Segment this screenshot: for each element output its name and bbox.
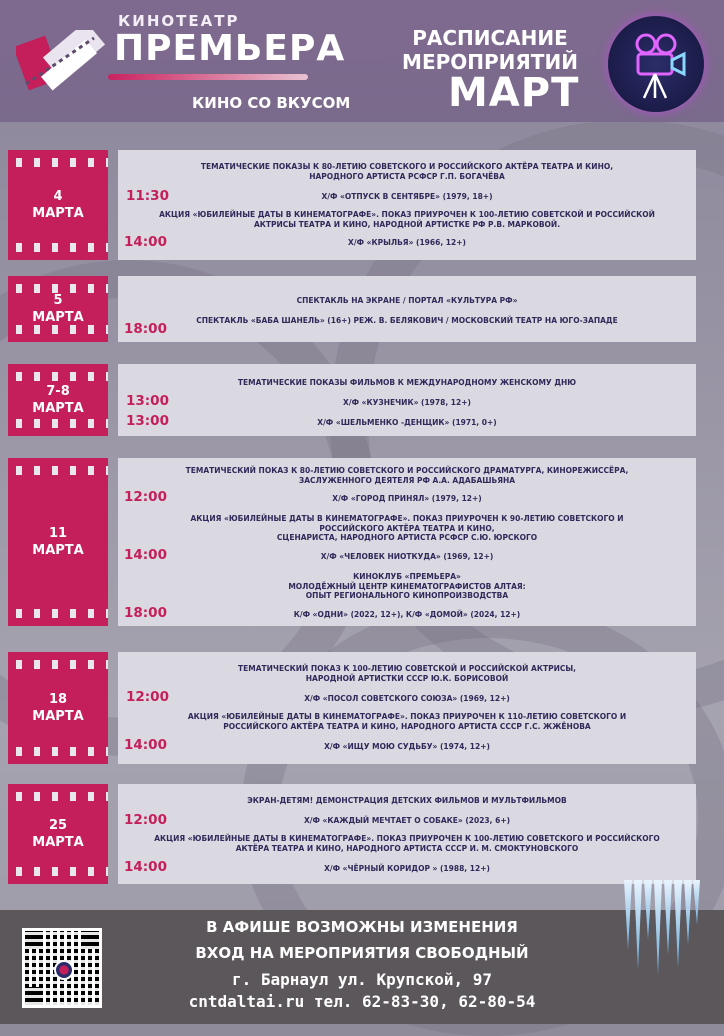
event-description: ТЕМАТИЧЕСКИЕ ПОКАЗЫ К 80-ЛЕТИЮ СОВЕТСКОГО И РОССИЙСКОГО АКТЁРА ТЕАТРА И КИНО, НАРОДНОГО АРТИСТА РСФСР Г.П. БОГАЧЁВА	[200, 162, 614, 181]
event-description: КИНОКЛУБ «ПРЕМЬЕРА» МОЛОДЁЖНЫЙ ЦЕНТР КИНЕМАТОГРАФИСТОВ АЛТАЯ: ОПЫТ РЕГИОНАЛЬНОГО КИНОПРОИЗВОДСТВА	[288, 572, 526, 600]
event-description: СПЕКТАКЛЬ НА ЭКРАНЕ / ПОРТАЛ «КУЛЬТУРА РФ»	[296, 296, 518, 305]
event-date: 7-8 МАРТА	[32, 384, 84, 416]
film-title: Х/Ф «ПОСОЛ СОВЕТСКОГО СОЮЗА» (1969, 12+)	[304, 694, 510, 703]
event-panel	[118, 364, 696, 436]
event-date: 4 МАРТА	[32, 189, 84, 221]
event-description: АКЦИЯ «ЮБИЛЕЙНЫЕ ДАТЫ В КИНЕМАТОГРАФЕ». ПОКАЗ ПРИУРОЧЕН К 100-ЛЕТИЮ СОВЕТСКОЙ И РОССИЙСКОЙ АКТРИСЫ ТЕАТРА И КИНО, НАРОДНОЙ АРТИСТКЕ РФ Р.В. МАРКОВОЙ.	[159, 210, 655, 229]
film-perforation	[8, 158, 108, 167]
date-film-frame	[8, 784, 108, 884]
event-time: 12:00	[126, 689, 169, 705]
film-title: Х/Ф «ШЕЛЬМЕНКО -ДЕНЩИК» (1971, 0+)	[317, 418, 497, 427]
film-title: Х/Ф «ИЩУ МОЮ СУДЬБУ» (1974, 12+)	[324, 742, 490, 751]
event-block	[0, 150, 724, 260]
brand-underline	[108, 74, 308, 80]
film-perforation	[8, 372, 108, 381]
event-description: ЭКРАН-ДЕТЯМ! ДЕМОНСТРАЦИЯ ДЕТСКИХ ФИЛЬМОВ И МУЛЬТФИЛЬМОВ	[247, 796, 567, 805]
film-perforation	[8, 660, 108, 669]
event-time: 13:00	[126, 413, 169, 429]
film-title: К/Ф «ОДНИ» (2022, 12+), К/Ф «ДОМОЙ» (2024, 12+)	[293, 610, 521, 619]
event-block	[0, 458, 724, 626]
event-time: 14:00	[124, 737, 167, 753]
event-description: АКЦИЯ «ЮБИЛЕЙНЫЕ ДАТЫ В КИНЕМАТОГРАФЕ». ПОКАЗ ПРИУРОЧЕН К 110-ЛЕТИЮ СОВЕТСКОГО И РОССИЙСКОГО АКТЁРА ТЕАТРА И КИНО, НАРОДНОГО АРТИСТА СССР Г.С. ЖЖЁНОВА	[187, 712, 627, 731]
event-block	[0, 784, 724, 884]
brand-subtitle: КИНОТЕАТР	[118, 12, 240, 30]
event-time: 12:00	[124, 812, 167, 828]
event-date: 18 МАРТА	[32, 692, 84, 724]
date-film-frame	[8, 652, 108, 764]
event-description: АКЦИЯ «ЮБИЛЕЙНЫЕ ДАТЫ В КИНЕМАТОГРАФЕ». ПОКАЗ ПРИУРОЧЕН К 90-ЛЕТИЮ СОВЕТСКОГО И РОССИЙСКОГО АКТЁРА ТЕАТРА И КИНО, СЦЕНАРИСТА, НАРОДНОГО АРТИСТА РСФСР С.Ю. ЮРСКОГО	[190, 514, 624, 542]
schedule-title: РАСПИСАНИЕ МЕРОПРИЯТИЙ	[402, 26, 578, 74]
film-title: Х/Ф «ЧЁРНЫЙ КОРИДОР » (1988, 12+)	[324, 864, 490, 873]
footer-address: г. Барнаул ул. Крупской, 97	[231, 970, 493, 989]
event-time: 14:00	[124, 547, 167, 563]
footer	[0, 910, 724, 1024]
event-date: 11 МАРТА	[32, 526, 84, 558]
date-film-frame	[8, 364, 108, 436]
film-perforation	[8, 243, 108, 252]
footer-free-entry: ВХОД НА МЕРОПРИЯТИЯ СВОБОДНЫЙ	[195, 944, 529, 962]
film-title: Х/Ф «ГОРОД ПРИНЯЛ» (1979, 12+)	[332, 494, 482, 503]
qr-code-icon[interactable]	[22, 928, 102, 1008]
film-perforation	[8, 867, 108, 876]
event-description: АКЦИЯ «ЮБИЛЕЙНЫЕ ДАТЫ В КИНЕМАТОГРАФЕ». ПОКАЗ ПРИУРОЧЕН К 100-ЛЕТИЮ СОВЕТСКОГО И РОССИЙСКОГО АКТЁРА ТЕАТРА И КИНО, НАРОДНОГО АРТИСТА СССР И. М. СМОКТУНОВСКОГО	[154, 834, 660, 853]
qr-logo	[54, 960, 74, 980]
event-time: 13:00	[126, 393, 169, 409]
event-block	[0, 364, 724, 436]
event-panel	[118, 458, 696, 626]
event-time: 14:00	[124, 234, 167, 250]
event-block	[0, 276, 724, 342]
event-time: 18:00	[124, 605, 167, 621]
event-description: ТЕМАТИЧЕСКИЕ ПОКАЗЫ ФИЛЬМОВ К МЕЖДУНАРОДНОМУ ЖЕНСКОМУ ДНЮ	[237, 378, 577, 387]
event-description: ТЕМАТИЧЕСКИЙ ПОКАЗ К 80-ЛЕТИЮ СОВЕТСКОГО И РОССИЙСКОГО ДРАМАТУРГА, КИНОРЕЖИССЁРА, ЗАСЛУЖЕННОГО ДЕЯТЕЛЯ РФ А.А. АДАБАШЬЯНА	[185, 466, 629, 485]
event-panel	[118, 784, 696, 884]
film-perforation	[8, 466, 108, 475]
event-time: 11:30	[126, 188, 169, 204]
date-film-frame	[8, 276, 108, 342]
event-date: 25 МАРТА	[32, 818, 84, 850]
film-title: Х/Ф «КАЖДЫЙ МЕЧТАЕТ О СОБАКЕ» (2023, 6+)	[303, 816, 511, 825]
film-camera-icon	[608, 16, 704, 112]
film-perforation	[8, 325, 108, 334]
film-title: Х/Ф «КУЗНЕЧИК» (1978, 12+)	[343, 398, 471, 407]
event-date: 5 МАРТА	[32, 293, 84, 325]
icicles-icon	[622, 880, 702, 980]
film-perforation	[8, 609, 108, 618]
footer-notice: В АФИШЕ ВОЗМОЖНЫ ИЗМЕНЕНИЯ	[206, 918, 518, 936]
date-film-frame	[8, 458, 108, 626]
brand-title: ПРЕМЬЕРА	[114, 28, 346, 69]
schedule-month: МАРТ	[448, 70, 580, 116]
event-panel	[118, 276, 696, 342]
film-perforation	[8, 792, 108, 801]
event-block	[0, 652, 724, 764]
event-panel	[118, 652, 696, 764]
event-panel	[118, 150, 696, 260]
film-title: Х/Ф «ОТПУСК В СЕНТЯБРЕ» (1979, 18+)	[321, 192, 493, 201]
film-title: СПЕКТАКЛЬ «БАБА ШАНЕЛЬ» (16+) РЕЖ. В. БЕЛЯКОВИЧ / МОСКОВСКИЙ ТЕАТР НА ЮГО-ЗАПАДЕ	[196, 316, 618, 325]
footer-contacts: cntdaltai.ru тел. 62-83-30, 62-80-54	[188, 992, 536, 1011]
film-perforation	[8, 747, 108, 756]
event-time: 18:00	[124, 321, 167, 337]
header	[0, 0, 724, 122]
tagline: КИНО СО ВКУСОМ	[192, 94, 351, 112]
film-perforation	[8, 419, 108, 428]
date-film-frame	[8, 150, 108, 260]
event-description: ТЕМАТИЧЕСКИЙ ПОКАЗ К 100-ЛЕТИЮ СОВЕТСКОЙ И РОССИЙСКОЙ АКТРИСЫ, НАРОДНОЙ АРТИСТКИ СССР Ю.К. БОРИСОВОЙ	[238, 664, 576, 683]
event-time: 14:00	[124, 859, 167, 875]
film-logo-icon	[16, 30, 108, 100]
film-title: Х/Ф «КРЫЛЬЯ» (1966, 12+)	[348, 238, 466, 247]
event-time: 12:00	[124, 489, 167, 505]
film-title: Х/Ф «ЧЕЛОВЕК НИОТКУДА» (1969, 12+)	[320, 552, 494, 561]
